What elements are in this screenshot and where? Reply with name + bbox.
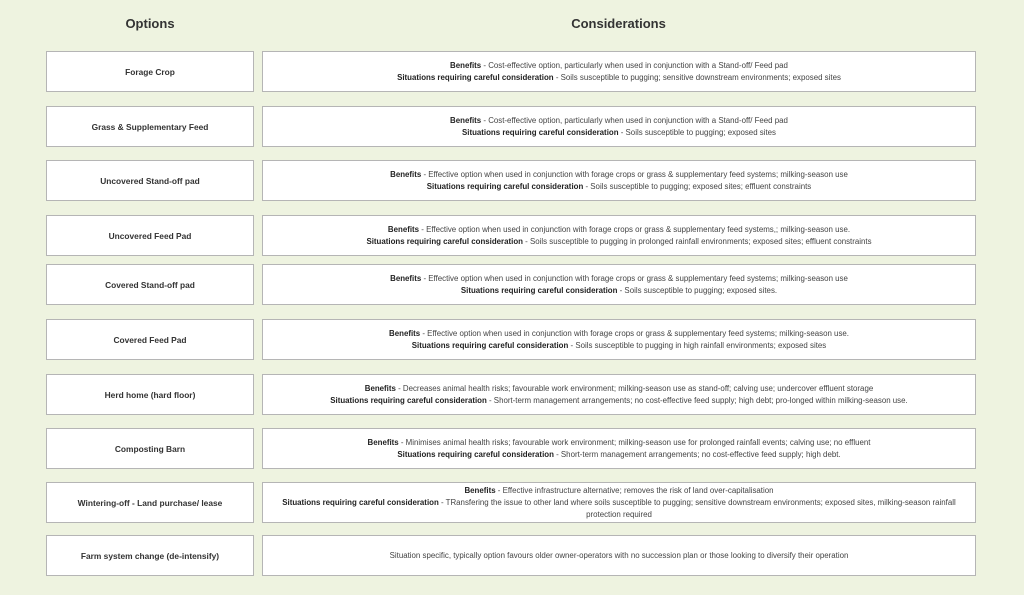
situations-text: - Short-term management arrangements; no cost-effective feed supply; high debt; pro-longed within milking-season use. (486, 395, 908, 405)
benefits-label: Benefits (367, 437, 399, 447)
option-cell: Covered Feed Pad (46, 319, 254, 360)
table-row (46, 482, 976, 523)
considerations-cell (262, 51, 976, 92)
option-cell: Composting Barn (46, 428, 254, 469)
situations-line (412, 340, 826, 352)
situations-label: Situations requiring careful consideration (330, 395, 487, 405)
table-row (46, 319, 976, 360)
table-row (46, 215, 976, 256)
benefits-text: - Effective option when used in conjunction with forage crops or grass & supplementary feed systems; milking-season use (421, 169, 848, 179)
considerations-cell (262, 106, 976, 147)
situations-text: - Soils susceptible to pugging in prolonged rainfall environments; exposed sites; effluent constraints (522, 236, 872, 246)
option-cell: Uncovered Stand-off pad (46, 160, 254, 201)
benefits-text: - Minimises animal health risks; favourable work environment; milking-season use for prolonged rainfall events; calving use; no effluent (398, 437, 871, 447)
benefits-line (450, 115, 788, 127)
considerations-text: Situation specific, typically option favours older owner-operators with no succession plan or those looking to diversify their operation (389, 550, 849, 560)
situations-text: - Soils susceptible to pugging; sensitive downstream environments; exposed sites (553, 72, 841, 82)
option-cell: Wintering-off - Land purchase/ lease (46, 482, 254, 523)
situations-label: Situations requiring careful consideration (397, 72, 554, 82)
benefits-line (368, 437, 871, 449)
considerations-cell (262, 215, 976, 256)
situations-text: - TRansfering the issue to other land where soils susceptible to pugging; sensitive downstream environments; exposed sites, milking-season rainfall protection required (438, 497, 956, 519)
situations-line (427, 181, 811, 193)
situations-text: - Soils susceptible to pugging; exposed sites (618, 127, 776, 137)
table-row (46, 160, 976, 201)
benefits-label: Benefits (389, 328, 421, 338)
situations-line (397, 72, 841, 84)
considerations-cell (262, 428, 976, 469)
situations-line (330, 395, 907, 407)
situations-label: Situations requiring careful consideration (426, 181, 584, 191)
considerations-column-header: Considerations (571, 16, 666, 31)
option-cell: Uncovered Feed Pad (46, 215, 254, 256)
benefits-line (388, 224, 850, 236)
table-row (46, 535, 976, 576)
benefits-line (390, 273, 848, 285)
options-column-header: Options (125, 16, 175, 31)
situations-label: Situations requiring careful consideration (397, 449, 554, 459)
benefits-line (389, 328, 849, 340)
table-row (46, 264, 976, 305)
benefits-line (464, 485, 773, 497)
benefits-line (450, 60, 788, 72)
benefits-label: Benefits (450, 115, 482, 125)
benefits-line (365, 383, 873, 395)
situations-text: - Soils susceptible to pugging in high rainfall environments; exposed sites (568, 340, 827, 350)
benefits-text: - Effective option when used in conjunction with forage crops or grass & supplementary feed systems,; milking-season use. (419, 224, 851, 234)
benefits-text: - Effective option when used in conjunction with forage crops or grass & supplementary feed systems; milking-season use. (420, 328, 849, 338)
considerations-cell (262, 160, 976, 201)
benefits-text: - Cost-effective option, particularly when used in conjunction with a Stand-off/ Feed pad (481, 60, 788, 70)
benefits-text: - Cost-effective option, particularly when used in conjunction with a Stand-off/ Feed pad (481, 115, 788, 125)
considerations-cell (262, 319, 976, 360)
table-row (46, 51, 976, 92)
situations-text: - Short-term management arrangements; no cost-effective feed supply; high debt. (553, 449, 841, 459)
benefits-label: Benefits (364, 383, 396, 393)
option-cell: Grass & Supplementary Feed (46, 106, 254, 147)
benefits-label: Benefits (450, 60, 482, 70)
table-row (46, 428, 976, 469)
considerations-cell (262, 535, 976, 576)
situations-text: - Soils susceptible to pugging; exposed sites; effluent constraints (583, 181, 812, 191)
benefits-line (390, 169, 848, 181)
option-cell: Covered Stand-off pad (46, 264, 254, 305)
benefits-text: - Effective option when used in conjunction with forage crops or grass & supplementary feed systems; milking-season use (421, 273, 848, 283)
situations-label: Situations requiring careful consideration (366, 236, 523, 246)
situations-text: - Soils susceptible to pugging; exposed sites. (617, 285, 778, 295)
benefits-text: - Effective infrastructure alternative; removes the risk of land over-capitalisation (495, 485, 774, 495)
benefits-label: Benefits (387, 224, 420, 234)
benefits-label: Benefits (464, 485, 496, 495)
situations-label: Situations requiring careful consideration (411, 340, 569, 350)
situations-line (366, 236, 871, 248)
benefits-text: - Decreases animal health risks; favourable work environment; milking-season use as stand-off; calving use; undercover effluent storage (395, 383, 874, 393)
table-row (46, 106, 976, 147)
situations-label: Situations requiring careful consideration (462, 127, 619, 137)
situations-line (269, 497, 969, 521)
situations-line (462, 127, 776, 139)
situations-line (397, 449, 840, 461)
considerations-cell (262, 482, 976, 523)
situations-line (461, 285, 777, 297)
option-cell: Herd home (hard floor) (46, 374, 254, 415)
considerations-cell (262, 374, 976, 415)
table-row (46, 374, 976, 415)
benefits-label: Benefits (390, 273, 422, 283)
situations-label: Situations requiring careful consideration (282, 497, 439, 507)
benefits-label: Benefits (390, 169, 422, 179)
situations-label: Situations requiring careful consideration (460, 285, 618, 295)
option-cell: Farm system change (de-intensify) (46, 535, 254, 576)
option-cell: Forage Crop (46, 51, 254, 92)
considerations-cell (262, 264, 976, 305)
